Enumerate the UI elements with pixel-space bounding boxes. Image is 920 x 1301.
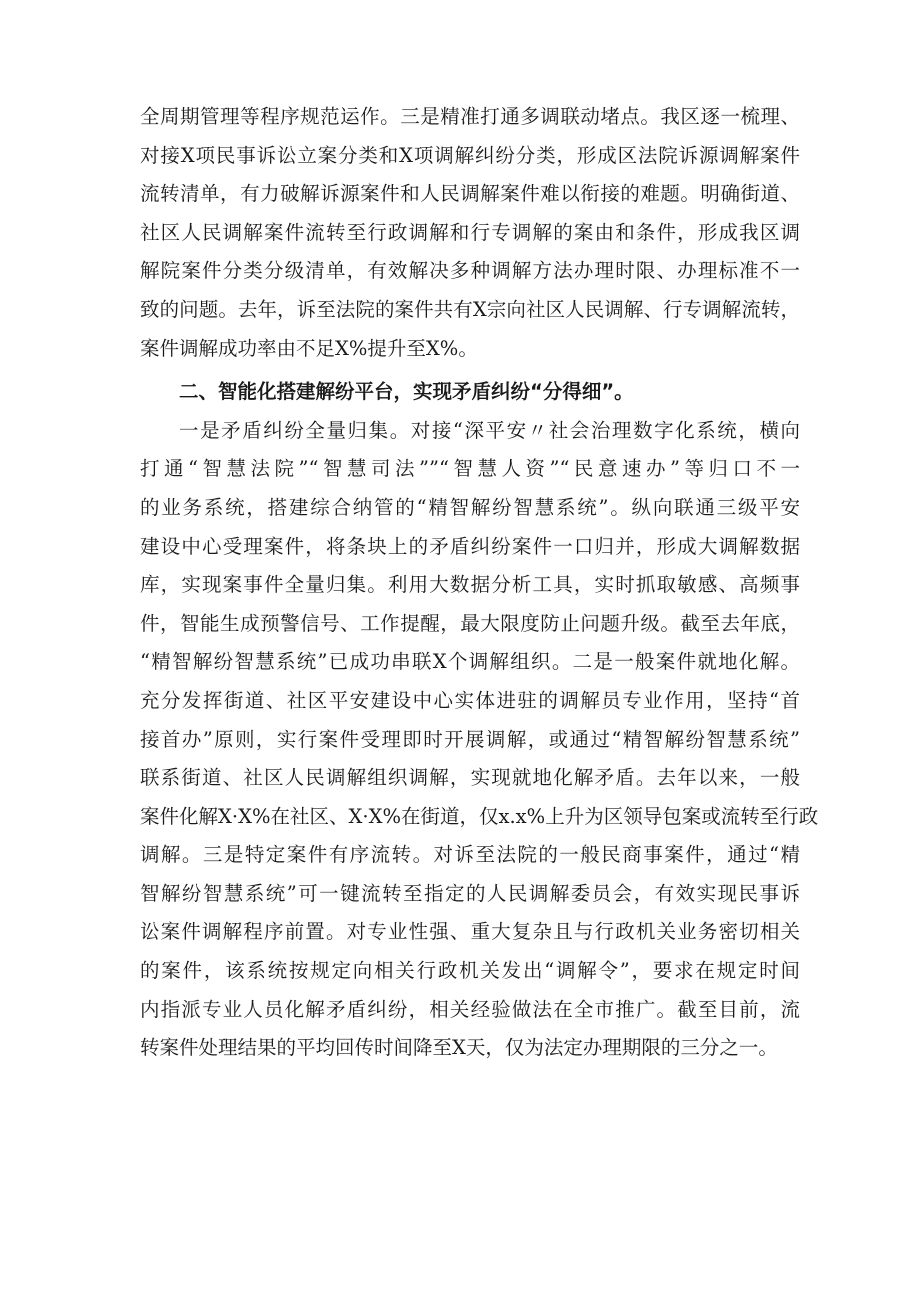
text-line: 的业务系统，搭建综合纳管的“精智解纷智慧系统”。纵向联通三级平安 [140, 495, 800, 519]
paragraph-2 [140, 412, 819, 1068]
text-line: 建设中心受理案件，将条块上的矛盾纠纷案件一口归并，形成大调解数据 [140, 534, 800, 558]
text-line: 社区人民调解案件流转至行政调解和行专调解的案由和条件，形成我区调 [140, 220, 800, 244]
text-line: 讼案件调解程序前置。对专业性强、重大复杂且与行政机关业务密切相关 [140, 920, 800, 944]
text-line: 充分发挥街道、社区平安建设中心实体进驻的调解员专业作用，坚持“首 [140, 688, 800, 712]
text-line: 案件化解X·X%在社区、X·X%在街道，仅x.x%上升为区领导包案或流转至行政 [140, 804, 819, 828]
text-line: 的案件，该系统按规定向相关行政机关发出“调解令”，要求在规定时间 [140, 959, 800, 983]
text-line: 案件调解成功率由不足X%提升至X%。 [140, 336, 478, 360]
text-line: 一是矛盾纠纷全量归集。对接“深平安〃社会治理数字化系统，横向 [179, 418, 800, 442]
text-line: 接首办”原则，实行案件受理即时开展调解，或通过“精智解纷智慧系统” [140, 727, 800, 751]
text-line: 打通“智慧法院”“智慧司法””“智慧人资”“民意速办”等归口不一 [140, 457, 800, 481]
text-line: 解院案件分类分级清单，有效解决多种调解方法办理时限、办理标准不一 [140, 259, 800, 283]
text-line: 致的问题。去年，诉至法院的案件共有X宗向社区人民调解、行专调解流转， [140, 297, 800, 321]
text-line: 流转清单，有力破解诉源案件和人民调解案件难以衔接的难题。明确街道、 [140, 182, 800, 206]
text-line: “精智解纷智慧系统”已成功串联X个调解组织。二是一般案件就地化解。 [140, 650, 800, 674]
text-line: 调解。三是特定案件有序流转。对诉至法院的一般民商事案件，通过“精 [140, 843, 800, 867]
paragraph-1 [140, 98, 800, 368]
text-line: 库，实现案事件全量归集。利用大数据分析工具，实时抓取敏感、高频事 [140, 573, 800, 597]
text-line: 内指派专业人员化解矛盾纠纷，相关经验做法在全市推广。截至目前，流 [140, 997, 800, 1021]
text-line: 对接X项民事诉讼立案分类和X项调解纠纷分类，形成区法院诉源调解案件 [140, 143, 800, 167]
section-heading: 二、智能化搭建解纷平台，实现矛盾纠纷“分得细”。 [179, 380, 634, 404]
text-line: 转案件处理结果的平均回传时间降至X天，仅为法定办理期限的三分之一。 [140, 1036, 778, 1060]
text-line: 联系街道、社区人民调解组织调解，实现就地化解矛盾。去年以来，一般 [140, 766, 800, 790]
text-line: 全周期管理等程序规范运作。三是精准打通多调联动堵点。我区逐一梳理、 [140, 105, 800, 128]
text-line: 智解纷智慧系统”可一键流转至指定的人民调解委员会，有效实现民事诉 [140, 881, 800, 905]
text-line: 件，智能生成预警信号、工作提醒，最大限度防止问题升级。截至去年底， [140, 611, 800, 635]
document-body [140, 98, 819, 1068]
